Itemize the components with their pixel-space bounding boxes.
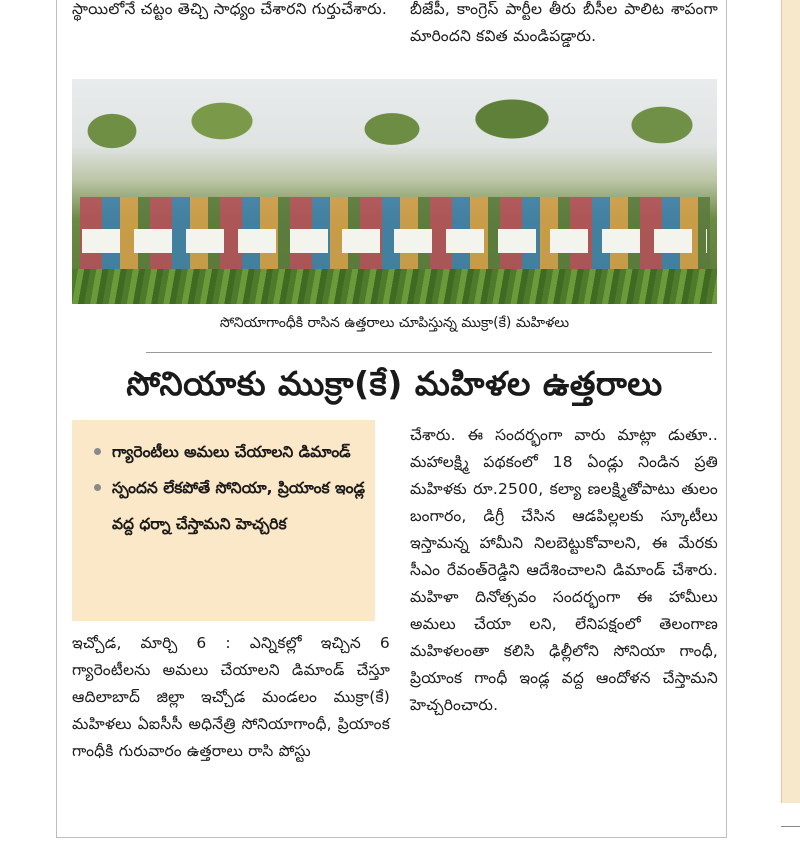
- highlight-item: [94, 470, 365, 542]
- news-photo-women-with-letters: [72, 79, 717, 304]
- column-border-right: [726, 0, 727, 838]
- photo-caption: సోనియాగాంధీకి రాసిన ఉత్తరాలు చూపిస్తున్న ముక్రా(కే) మహిళలు: [219, 315, 570, 331]
- previous-article-text-right: [410, 0, 718, 50]
- previous-article-text-left: [72, 0, 390, 23]
- previous-article-paragraph-right: బీజేపీ, కాంగ్రెస్ పార్టీల తీరు బీసీల పాలిట శాపంగా మారిందని కవిత మండిపడ్డారు.: [410, 0, 718, 45]
- highlights-list: [72, 420, 375, 542]
- article-headline: సోనియాకు ముక్రా(కే) మహిళల ఉత్తరాలు: [126, 364, 663, 403]
- highlight-item: [94, 434, 365, 470]
- photo-trees: [72, 91, 717, 161]
- adjacent-article-rule: [781, 826, 800, 827]
- previous-article-paragraph-left: స్థాయిలోనే చట్టం తెచ్చి సాధ్యం చేశారని గుర్తుచేశారు.: [72, 0, 387, 18]
- adjacent-article-strip: [781, 0, 800, 803]
- column-border-left: [56, 0, 57, 838]
- article-body-right-column: [410, 422, 718, 719]
- bullet-icon: [94, 484, 101, 491]
- article-body-left-column: [72, 630, 390, 765]
- photo-placards: [82, 229, 707, 253]
- highlight-text: గ్యారెంటీలు అమలు చేయాలని డిమాండ్: [112, 443, 351, 461]
- article-body-paragraph-right: చేశారు. ఈ సందర్భంగా వారు మాట్లా డుతూ.. మహాలక్ష్మి పథకంలో 18 ఏండ్లు నిండిన ప్రతి మహిళకు రూ.2500, కల్యా ణలక్ష్మితోపాటు తులం బంగారం, డిగ్రీ చేసిన ఆడపిల్లలకు స్కూటీలు ఇస్తామన్న హామీని నిలబెట్టుకోవాలని, ఈ మేరకు సీఎం రేవంత్‌రెడ్డిని ఆదేశించాలని డిమాండ్ చేశారు. మహిళా దినోత్సవం సందర్భంగా ఈ హామీలు అమలు చేయా లని, లేనిపక్షంలో తెలంగాణ మహిళలంతా కలిసి ఢిల్లీలోని సోనియా గాంధీ, ప్రియాంక గాంధీ ఇండ్ల వద్ద ఆందోళన చేస్తామని హెచ్చరించారు.: [410, 426, 718, 714]
- column-border-bottom: [56, 837, 726, 838]
- highlight-text: స్పందన లేకపోతే సోనియా, ప్రియాంక ఇండ్ల వద్ద ధర్నా చేస్తామని హెచ్చరిక: [112, 479, 365, 533]
- photo-crop-field: [72, 269, 717, 304]
- article-body-paragraph-left: ఇచ్చోడ, మార్చి 6 : ఎన్నికల్లో ఇచ్చిన 6 గ్యారెంటీలను అమలు చేయాలని డిమాండ్ చేస్తూ ఆదిలాబాద్ జిల్లా ఇచ్చోడ మండలం ముక్రా(కే) మహిళలు ఏఐసీసీ అధినేత్రి సోనియాగాంధీ, ప్రియాంక గాంధీకి గురువారం ఉత్తరాలు రాసి పోస్టు: [72, 634, 390, 760]
- bullet-icon: [94, 448, 101, 455]
- caption-divider: [146, 352, 712, 353]
- highlights-box: [72, 420, 375, 621]
